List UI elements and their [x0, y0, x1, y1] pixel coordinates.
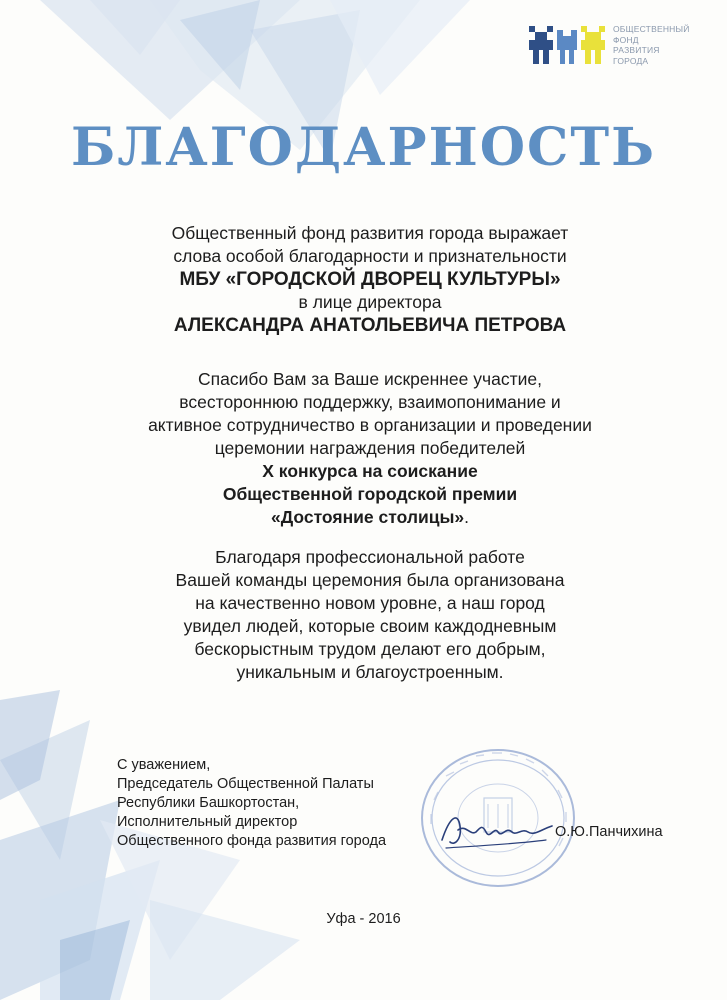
intro-paragraph: [60, 222, 680, 337]
thanks-line: активное сотрудничество в организации и проведении: [148, 415, 592, 435]
recipient-name: АЛЕКСАНДРА АНАТОЛЬЕВИЧА ПЕТРОВА: [173, 315, 567, 336]
handwritten-signature: [436, 806, 556, 854]
thanks-paragraph: [60, 368, 680, 529]
contest-line: X конкурса на соискание: [262, 461, 478, 481]
closing-line: Благодаря профессиональной работе: [215, 547, 525, 567]
closing-line: бескорыстным трудом делают его добрым,: [194, 639, 546, 659]
logo-caption: [613, 24, 705, 66]
fund-logo: [527, 22, 707, 72]
logo-line: ОБЩЕСТВЕННЫЙ: [613, 24, 690, 34]
signature-line: Исполнительный директор: [117, 814, 298, 830]
intro-line: Общественный фонд развития города выражает: [171, 223, 569, 243]
page-title: БЛАГОДАРНОСТЬ: [70, 117, 657, 178]
place-and-date: Уфа - 2016: [326, 911, 401, 927]
signature-line: Республики Башкортостан,: [117, 795, 300, 811]
signer-name: О.Ю.Панчихина: [555, 824, 663, 840]
logo-pixel-figures-icon: [527, 24, 607, 68]
logo-line: РАЗВИТИЯ: [613, 45, 660, 55]
closing-paragraph: [60, 546, 680, 684]
signature-line: Председатель Общественной Палаты: [117, 776, 374, 792]
thanks-line: всестороннюю поддержку, взаимопонимание и: [179, 392, 561, 412]
intro-line: в лице директора: [298, 292, 442, 312]
contest-title-end: .: [464, 507, 470, 527]
contest-title-line: [60, 506, 680, 529]
closing-line: на качественно новом уровне, а наш город: [195, 593, 545, 613]
contest-line: Общественной городской премии: [222, 484, 518, 504]
signature-line: Общественного фонда развития города: [117, 833, 387, 849]
closing-line: увидел людей, которые своим каждодневным: [183, 616, 557, 636]
closing-line: Вашей команды церемония была организована: [175, 570, 565, 590]
thanks-line: Спасибо Вам за Ваше искреннее участие,: [198, 369, 542, 389]
signature-block: [117, 756, 437, 851]
signature-line: С уважением,: [117, 757, 211, 773]
logo-line: ГОРОДА: [613, 55, 649, 66]
logo-line: ФОНД: [613, 34, 639, 45]
closing-line: уникальным и благоустроенным.: [236, 662, 504, 682]
intro-line: слова особой благодарности и признательности: [173, 246, 567, 266]
thanks-line: церемонии награждения победителей: [214, 438, 526, 458]
contest-title: «Достояние столицы»: [270, 507, 465, 527]
organization-name: МБУ «ГОРОДСКОЙ ДВОРЕЦ КУЛЬТУРЫ»: [179, 269, 561, 290]
